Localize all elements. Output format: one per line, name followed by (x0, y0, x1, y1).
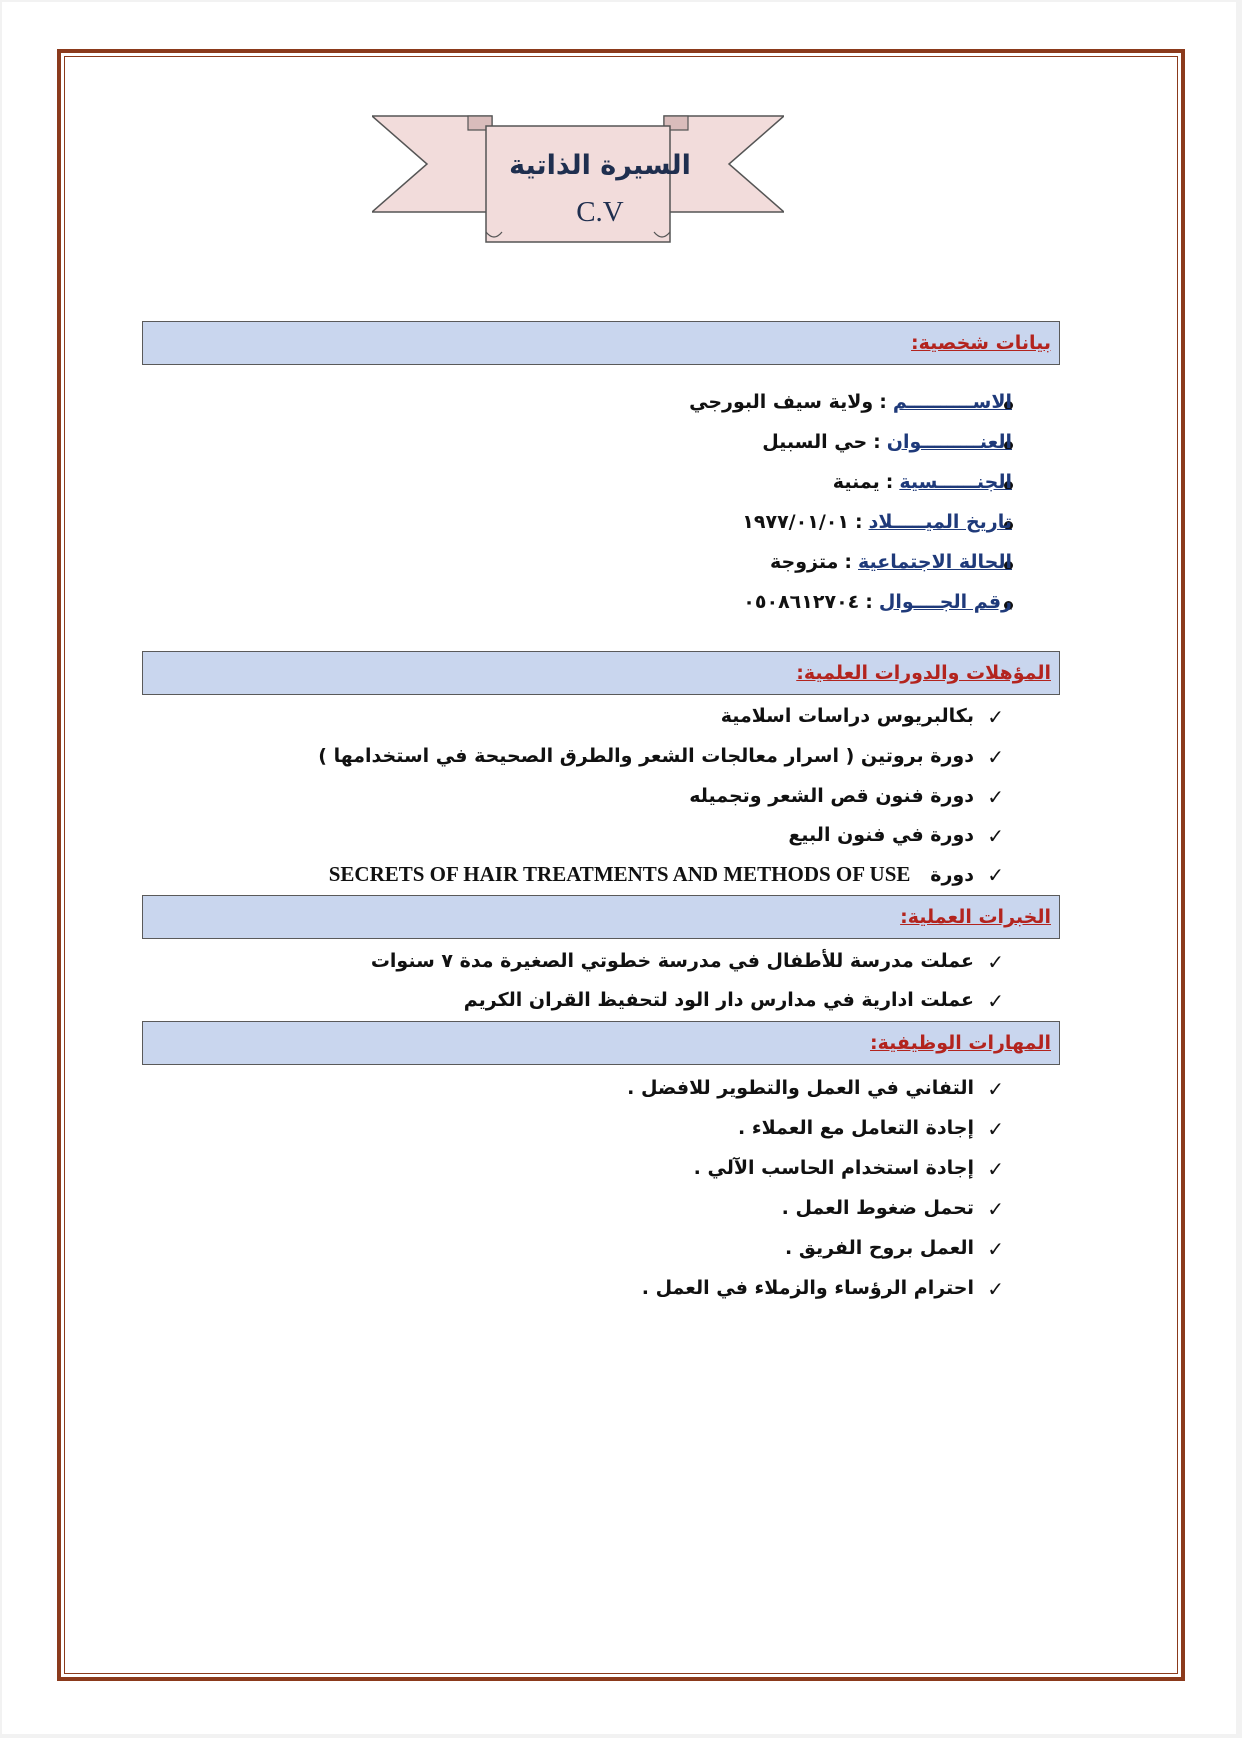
personal-row-birthdate: تاريخ الميـــــلاد:١٩٧٧/٠١/٠١ (742, 511, 1012, 533)
check-icon: ✓ (987, 824, 1004, 848)
skill-item: التفاني في العمل والتطوير للافضل . (627, 1077, 974, 1099)
personal-row-name: الاســــــــــم:ولاية سيف البورجي (689, 391, 1012, 413)
check-icon: ✓ (987, 1077, 1004, 1101)
section-title-skills: المهارات الوظيفية: (870, 1032, 1051, 1054)
check-icon: ✓ (987, 745, 1004, 769)
skill-item: احترام الرؤساء والزملاء في العمل . (641, 1277, 974, 1299)
skill-item: إجادة استخدام الحاسب الآلي . (693, 1157, 974, 1179)
skill-item: العمل بروح الفريق . (785, 1237, 974, 1259)
personal-row-address: العنـــــــــوان:حي السبيل (762, 431, 1012, 453)
cv-title: السيرة الذاتية (509, 150, 691, 181)
skill-item: إجادة التعامل مع العملاء . (738, 1117, 974, 1139)
title-ribbon-banner (372, 112, 784, 252)
check-icon: ✓ (987, 1237, 1004, 1261)
experience-item: عملت ادارية في مدارس دار الود لتحفيظ القران الكريم (463, 989, 974, 1011)
check-icon: ✓ (987, 705, 1004, 729)
experience-item: عملت مدرسة للأطفال في مدرسة خطوتي الصغيرة مدة ٧ سنوات (370, 950, 974, 972)
check-icon: ✓ (987, 1157, 1004, 1181)
personal-row-mobile: رقم الجــــوال:٠٥٠٨٦١٢٧٠٤ (743, 591, 1012, 613)
check-icon: ✓ (987, 785, 1004, 809)
check-icon: ✓ (987, 1117, 1004, 1141)
check-icon: ✓ (987, 1277, 1004, 1301)
qualification-item: دورة في فنون البيع (788, 824, 974, 846)
check-icon: ✓ (987, 950, 1004, 974)
personal-row-nationality: الجنــــــسية:يمنية (832, 471, 1012, 493)
section-title-qualifications: المؤهلات والدورات العلمية: (796, 662, 1051, 684)
skill-item: تحمل ضغوط العمل . (781, 1197, 974, 1219)
qualification-item-english: دورة SECRETS OF HAIR TREATMENTS AND METHODS OF USE (328, 862, 974, 886)
cv-subtitle: C.V (576, 196, 624, 228)
check-icon: ✓ (987, 989, 1004, 1013)
check-icon: ✓ (987, 1197, 1004, 1221)
personal-row-marital-status: الحالة الاجتماعية:متزوجة (770, 551, 1012, 573)
qualification-item: دورة بروتين ( اسرار معالجات الشعر والطرق الصحيحة في استخدامها ) (318, 745, 974, 767)
check-icon: ✓ (987, 863, 1004, 887)
section-title-personal: بيانات شخصية: (911, 332, 1051, 354)
section-title-experience: الخبرات العملية: (900, 906, 1051, 928)
qualification-item: دورة فنون قص الشعر وتجميله (689, 785, 974, 807)
qualification-item: بكالبريوس دراسات اسلامية (720, 705, 974, 727)
